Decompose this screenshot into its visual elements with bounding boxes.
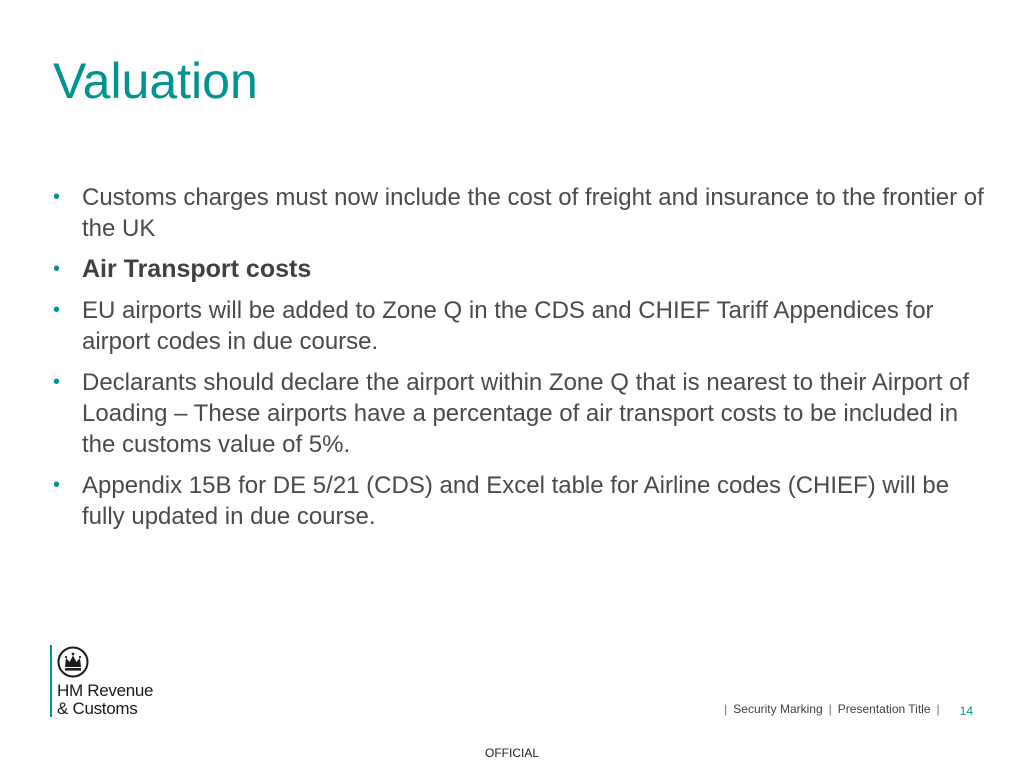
bullet-text: Appendix 15B for DE 5/21 (CDS) and Excel table for Airline codes (CHIEF) will be fully updated in due course. <box>82 472 950 530</box>
bullet-text: Declarants should declare the airport within Zone Q that is nearest to their Airport of Loading – These airports have a percentage of air transport costs to be included in the customs value of 5%. <box>82 369 970 458</box>
bullet-dot-icon: • <box>53 474 61 496</box>
logo-text-line-1: HM Revenue <box>57 681 154 700</box>
bullet-text: Customs charges must now include the cost of freight and insurance to the frontier of the UK <box>82 184 984 242</box>
bullet-item <box>53 367 993 460</box>
logo-text-line-2: & Customs <box>57 699 138 718</box>
bullet-dot-icon: • <box>53 299 61 321</box>
bullet-item <box>53 182 993 244</box>
bullet-dot-icon: • <box>53 186 61 208</box>
slide-footer <box>718 701 973 717</box>
bullet-item <box>53 470 993 532</box>
page-number: 14 <box>959 704 973 718</box>
hmrc-logo <box>50 645 250 717</box>
footer-separator: | <box>724 702 728 716</box>
presentation-title: Presentation Title <box>837 702 931 716</box>
security-marking: Security Marking <box>733 702 823 716</box>
footer-separator: | <box>936 702 940 716</box>
bullet-text: EU airports will be added to Zone Q in the CDS and CHIEF Tariff Appendices for airport codes in due course. <box>82 297 934 355</box>
bullet-list <box>53 182 993 542</box>
crown-crest-icon <box>57 646 89 678</box>
bullet-item <box>53 254 993 285</box>
bullet-dot-icon: • <box>53 371 61 393</box>
bullet-dot-icon: • <box>53 258 61 280</box>
logo-divider <box>50 645 52 717</box>
footer-separator: | <box>828 702 832 716</box>
bullet-text: Air Transport costs <box>82 255 312 283</box>
slide-title: Valuation <box>53 53 258 109</box>
classification-label: OFFICIAL <box>484 746 539 760</box>
bullet-item <box>53 295 993 357</box>
